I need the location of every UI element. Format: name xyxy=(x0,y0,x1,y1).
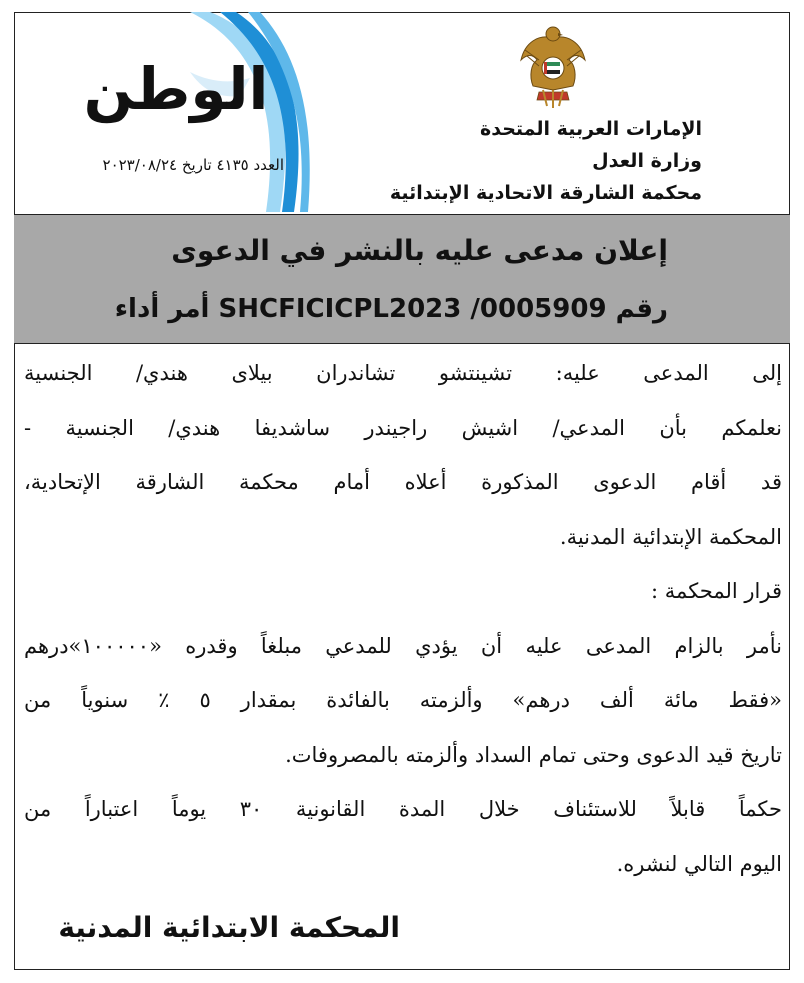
body-line: «فقط مائة ألف درهم» وألزمته بالفائدة بمقدار ٥ ٪ سنوياً من xyxy=(24,688,782,712)
body-line: تاريخ قيد الدعوى وحتى تمام السداد وألزمته بالمصروفات. xyxy=(285,742,782,767)
notice-body xyxy=(24,346,782,891)
notice-title: إعلان مدعى عليه بالنشر في الدعوى xyxy=(171,234,668,267)
body-line: اليوم التالي لنشره. xyxy=(616,851,782,876)
government-header xyxy=(382,113,702,209)
title-band xyxy=(14,214,790,344)
body-line: نأمر بالزام المدعى عليه أن يؤدي للمدعي مبلغاً وقدره «١٠٠٠٠٠»درهم xyxy=(24,633,782,658)
case-number-prefix: رقم xyxy=(615,294,668,324)
case-number-line xyxy=(115,287,668,331)
newspaper-name: الوطن xyxy=(83,55,269,123)
ministry-name: وزارة العدل xyxy=(592,150,702,172)
body-line: المحكمة الإبتدائية المدنية. xyxy=(559,524,782,549)
issue-info: العدد ٤١٣٥ تاريخ ٢٠٢٣/٠٨/٢٤ xyxy=(102,156,284,174)
country-name: الإمارات العربية المتحدة xyxy=(480,118,702,140)
body-line: نعلمكم بأن المدعي/ اشيش راجيندر ساشديفا هندي/ الجنسية - xyxy=(24,415,782,440)
case-number: SHCFICICPL2023 /0005909 xyxy=(218,294,607,324)
body-line: قرار المحكمة : xyxy=(651,579,782,603)
court-signature: المحكمة الابتدائية المدنية xyxy=(58,911,400,944)
court-name: محكمة الشارقة الاتحادية الإبتدائية xyxy=(389,182,702,204)
body-line: قد أقام الدعوى المذكورة أعلاه أمام محكمة الشارقة الإتحادية، xyxy=(24,470,782,494)
uae-emblem-icon xyxy=(513,20,593,110)
case-type: أمر أداء xyxy=(114,294,210,324)
body-line: حكماً قابلاً للاستئناف خلال المدة القانونية ٣٠ يوماً اعتباراً من xyxy=(24,797,783,821)
body-line: إلى المدعى عليه: تشينتشو تشاندران بيلاى هندي/ الجنسية xyxy=(24,361,782,385)
